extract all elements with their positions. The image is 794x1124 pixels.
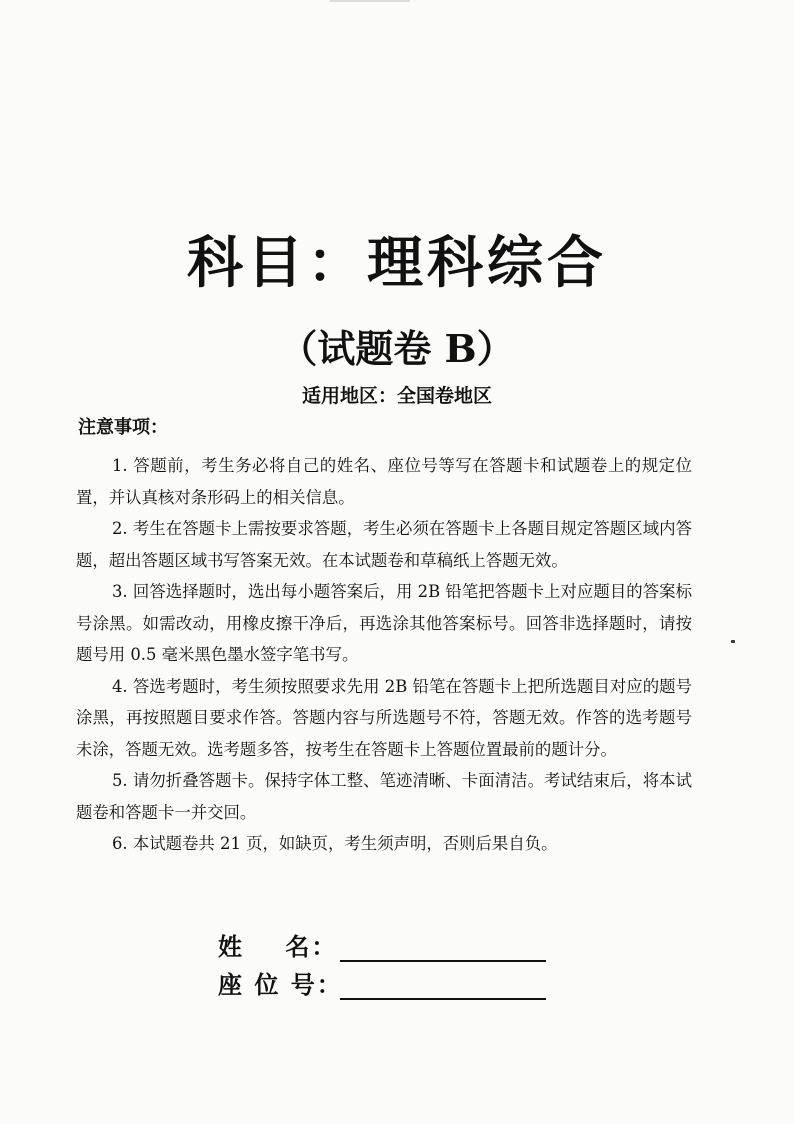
- candidate-info: [218, 924, 546, 1000]
- scan-mark: [330, 0, 410, 2]
- name-label: 姓 名：: [218, 933, 338, 961]
- applicable-region: 适用地区：全国卷地区: [301, 385, 492, 407]
- page-title: 科目：理科综合: [187, 230, 607, 296]
- note-item: 2. 考生在答题卡上需按要求答题，考生必须在答题卡上各题目规定答题区域内答题，超出答题区域书写答案无效。在本试题卷和草稿纸上答题无效。: [76, 519, 692, 570]
- notes-heading: 注意事项：: [78, 417, 168, 438]
- note-item: 3. 回答选择题时，选出每小题答案后，用 2B 铅笔把答题卡上对应题目的答案标号涂黑。如需改动，用橡皮擦干净后，再选涂其他答案标号。回答非选择题时，请按题号用 0.5 毫米黑色墨水签字笔书写。: [76, 582, 692, 664]
- note-item: 1. 答题前，考生务必将自己的姓名、座位号等写在答题卡和试题卷上的规定位置，并认真核对条形码上的相关信息。: [76, 456, 692, 507]
- name-field[interactable]: [340, 936, 546, 962]
- note-item: 6. 本试题卷共 21 页，如缺页，考生须声明，否则后果自负。: [112, 834, 558, 853]
- notes-list: [76, 450, 692, 860]
- seat-number-field[interactable]: [340, 974, 546, 1000]
- scan-speck: [731, 640, 735, 643]
- name-row: [218, 924, 546, 962]
- paper-version: （试题卷 B）: [279, 326, 515, 371]
- seat-row: [218, 962, 546, 1000]
- note-item: 5. 请勿折叠答题卡。保持字体工整、笔迹清晰、卡面清洁。考试结束后，将本试题卷和答题卡一并交回。: [76, 771, 692, 822]
- note-item: 4. 答选考题时，考生须按照要求先用 2B 铅笔在答题卡上把所选题目对应的题号涂黑，再按照题目要求作答。答题内容与所选题号不符，答题无效。作答的选考题号未涂，答题无效。选考题多答，按考生在答题卡上答题位置最前的题计分。: [76, 676, 692, 759]
- seat-label: 座 位 号：: [218, 971, 343, 999]
